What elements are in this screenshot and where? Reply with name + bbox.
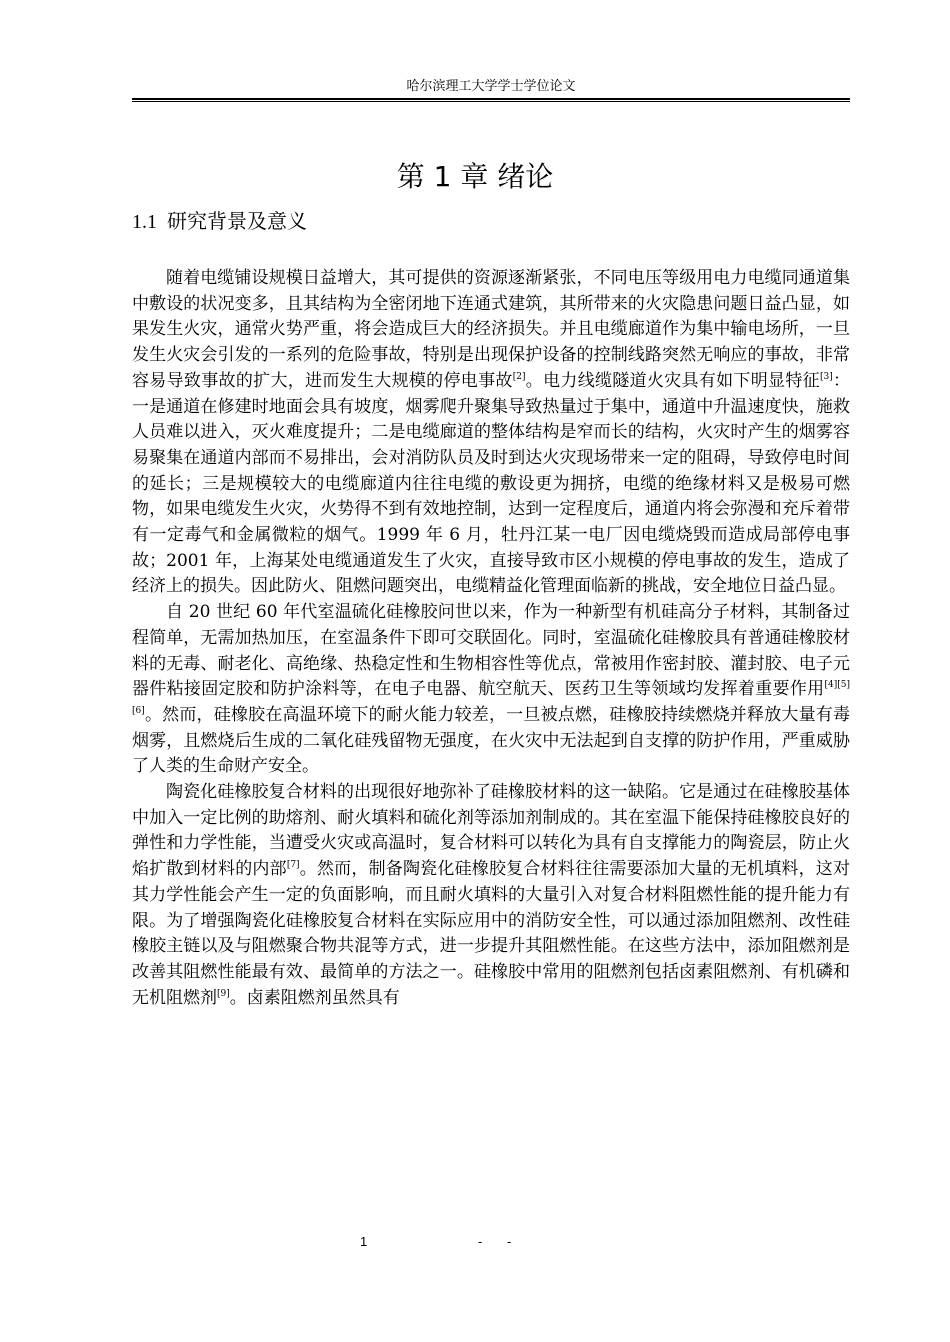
section-title: 研究背景及意义 [167,209,307,233]
header-rule [132,98,850,102]
footer-dash: - [507,1234,512,1249]
running-header: 哈尔滨理工大学学士学位论文 [406,79,576,94]
text-run: ：一是通道在修建时地面会具有坡度，烟雾爬升聚集导致热量过于集中，通道中升温速度快，施救人员难以进入，灭火难度提升；二是电缆廊道的整体结构是窄而长的结构，火灾时产生的烟雾容易聚集在通道内部而不易排出，会对消防队员及时到达火灾现场带来一定的阻碍，导致停电时间的延长；三是规模较大的电缆廊道内往往电缆的敷设更为拥挤，电缆的绝缘材料又是极易可燃物，如果电缆发生火灾，火势得不到有效地控制，达到一定程度后，通道内将会弥漫和充斥着带有一定毒气和金属微粒的烟气。1999 年 6 月，牡丹江某一电厂因电缆烧毁而造成局部停电事故；2001 年，上海某处电缆通道发生了火灾，直接导致市区小规模的停电事故的发生，造成了经济上的损失。因此防火、阻燃问题突出，电缆精益化管理面临新的挑战，安全地位日益凸显。 [132,370,851,597]
text-run: 自 20 世纪 60 年代室温硫化硅橡胶问世以来，作为一种新型有机硅高分子材料，其制备过程简单，无需加热加压，在室温条件下即可交联固化。同时，室温硫化硅橡胶具有普通硅橡胶材料的无毒、耐老化、高绝缘、热稳定性和生物相容性等优点，常被用作密封胶、灌封胶、电子元器件粘接固定胶和防护涂料等，在电子电器、航空航天、医药卫生等领域均发挥着重要作用 [132,602,850,700]
section-number: 1.1 [132,211,157,233]
text-run: 。然而，硅橡胶在高温环境下的耐火能力较差，一旦被点燃，硅橡胶持续燃烧并释放大量有毒烟雾，且燃烧后生成的二氧化硅残留物无强度，在火灾中无法起到自支撑的防护作用，严重威胁了人类的生命财产安全。 [132,704,850,777]
section-heading [132,205,307,238]
body-text [132,266,850,1011]
citation: [7] [286,860,300,871]
paragraph-2 [132,600,850,780]
text-run: 。卤素阻燃剂虽然具有 [229,987,400,1008]
citation: [9] [217,988,230,999]
page-number: 1 [360,1234,368,1249]
text-run: 。电力线缆隧道火灾具有如下明显特征 [525,370,820,391]
page-footer [0,1232,950,1252]
chapter-title: 第 1 章 绪论 [396,160,554,193]
citation: [2] [512,371,526,382]
footer-dash: - [478,1234,483,1249]
citation: [4][5][6] [132,680,850,716]
paragraph-1 [132,266,850,600]
text-run: 随着电缆铺设规模日益增大，其可提供的资源逐渐紧张，不同电压等级用电力电缆同通道集中敷设的状况变多，且其结构为全密闭地下连通式建筑，其所带来的火灾隐患问题日益凸显，如果发生火灾，通常火势严重，将会造成巨大的经济损失。并且电缆廊道作为集中输电场所，一旦发生火灾会引发的一系列的危险事故，特别是出现保护设备的控制线路突然无响应的事故，非常容易导致事故的扩大，进而发生大规模的停电事故 [132,268,850,391]
citation: [3] [819,371,833,382]
text-run: 。然而，制备陶瓷化硅橡胶复合材料往往需要添加大量的无机填料，这对其力学性能会产生一定的负面影响，而且耐火填料的大量引入对复合材料阻燃性能的提升能力有限。为了增强陶瓷化硅橡胶复合材料在实际应用中的消防安全性，可以通过添加阻燃剂、改性硅橡胶主链以及与阻燃聚合物共混等方式，进一步提升其阻燃性能。在这些方法中，添加阻燃剂是改善其阻燃性能最有效、最简单的方法之一。硅橡胶中常用的阻燃剂包括卤素阻燃剂、有机磷和无机阻燃剂 [132,859,851,1008]
paragraph-3 [132,780,850,1011]
text-run: 陶瓷化硅橡胶复合材料的出现很好地弥补了硅橡胶材料的这一缺陷。它是通过在硅橡胶基体中加入一定比例的助熔剂、耐火填料和硫化剂等添加剂制成的。其在室温下能保持硅橡胶良好的弹性和力学性能，当遭受火灾或高温时，复合材料可以转化为具有自支撑能力的陶瓷层，防止火焰扩散到材料的内部 [132,782,850,880]
